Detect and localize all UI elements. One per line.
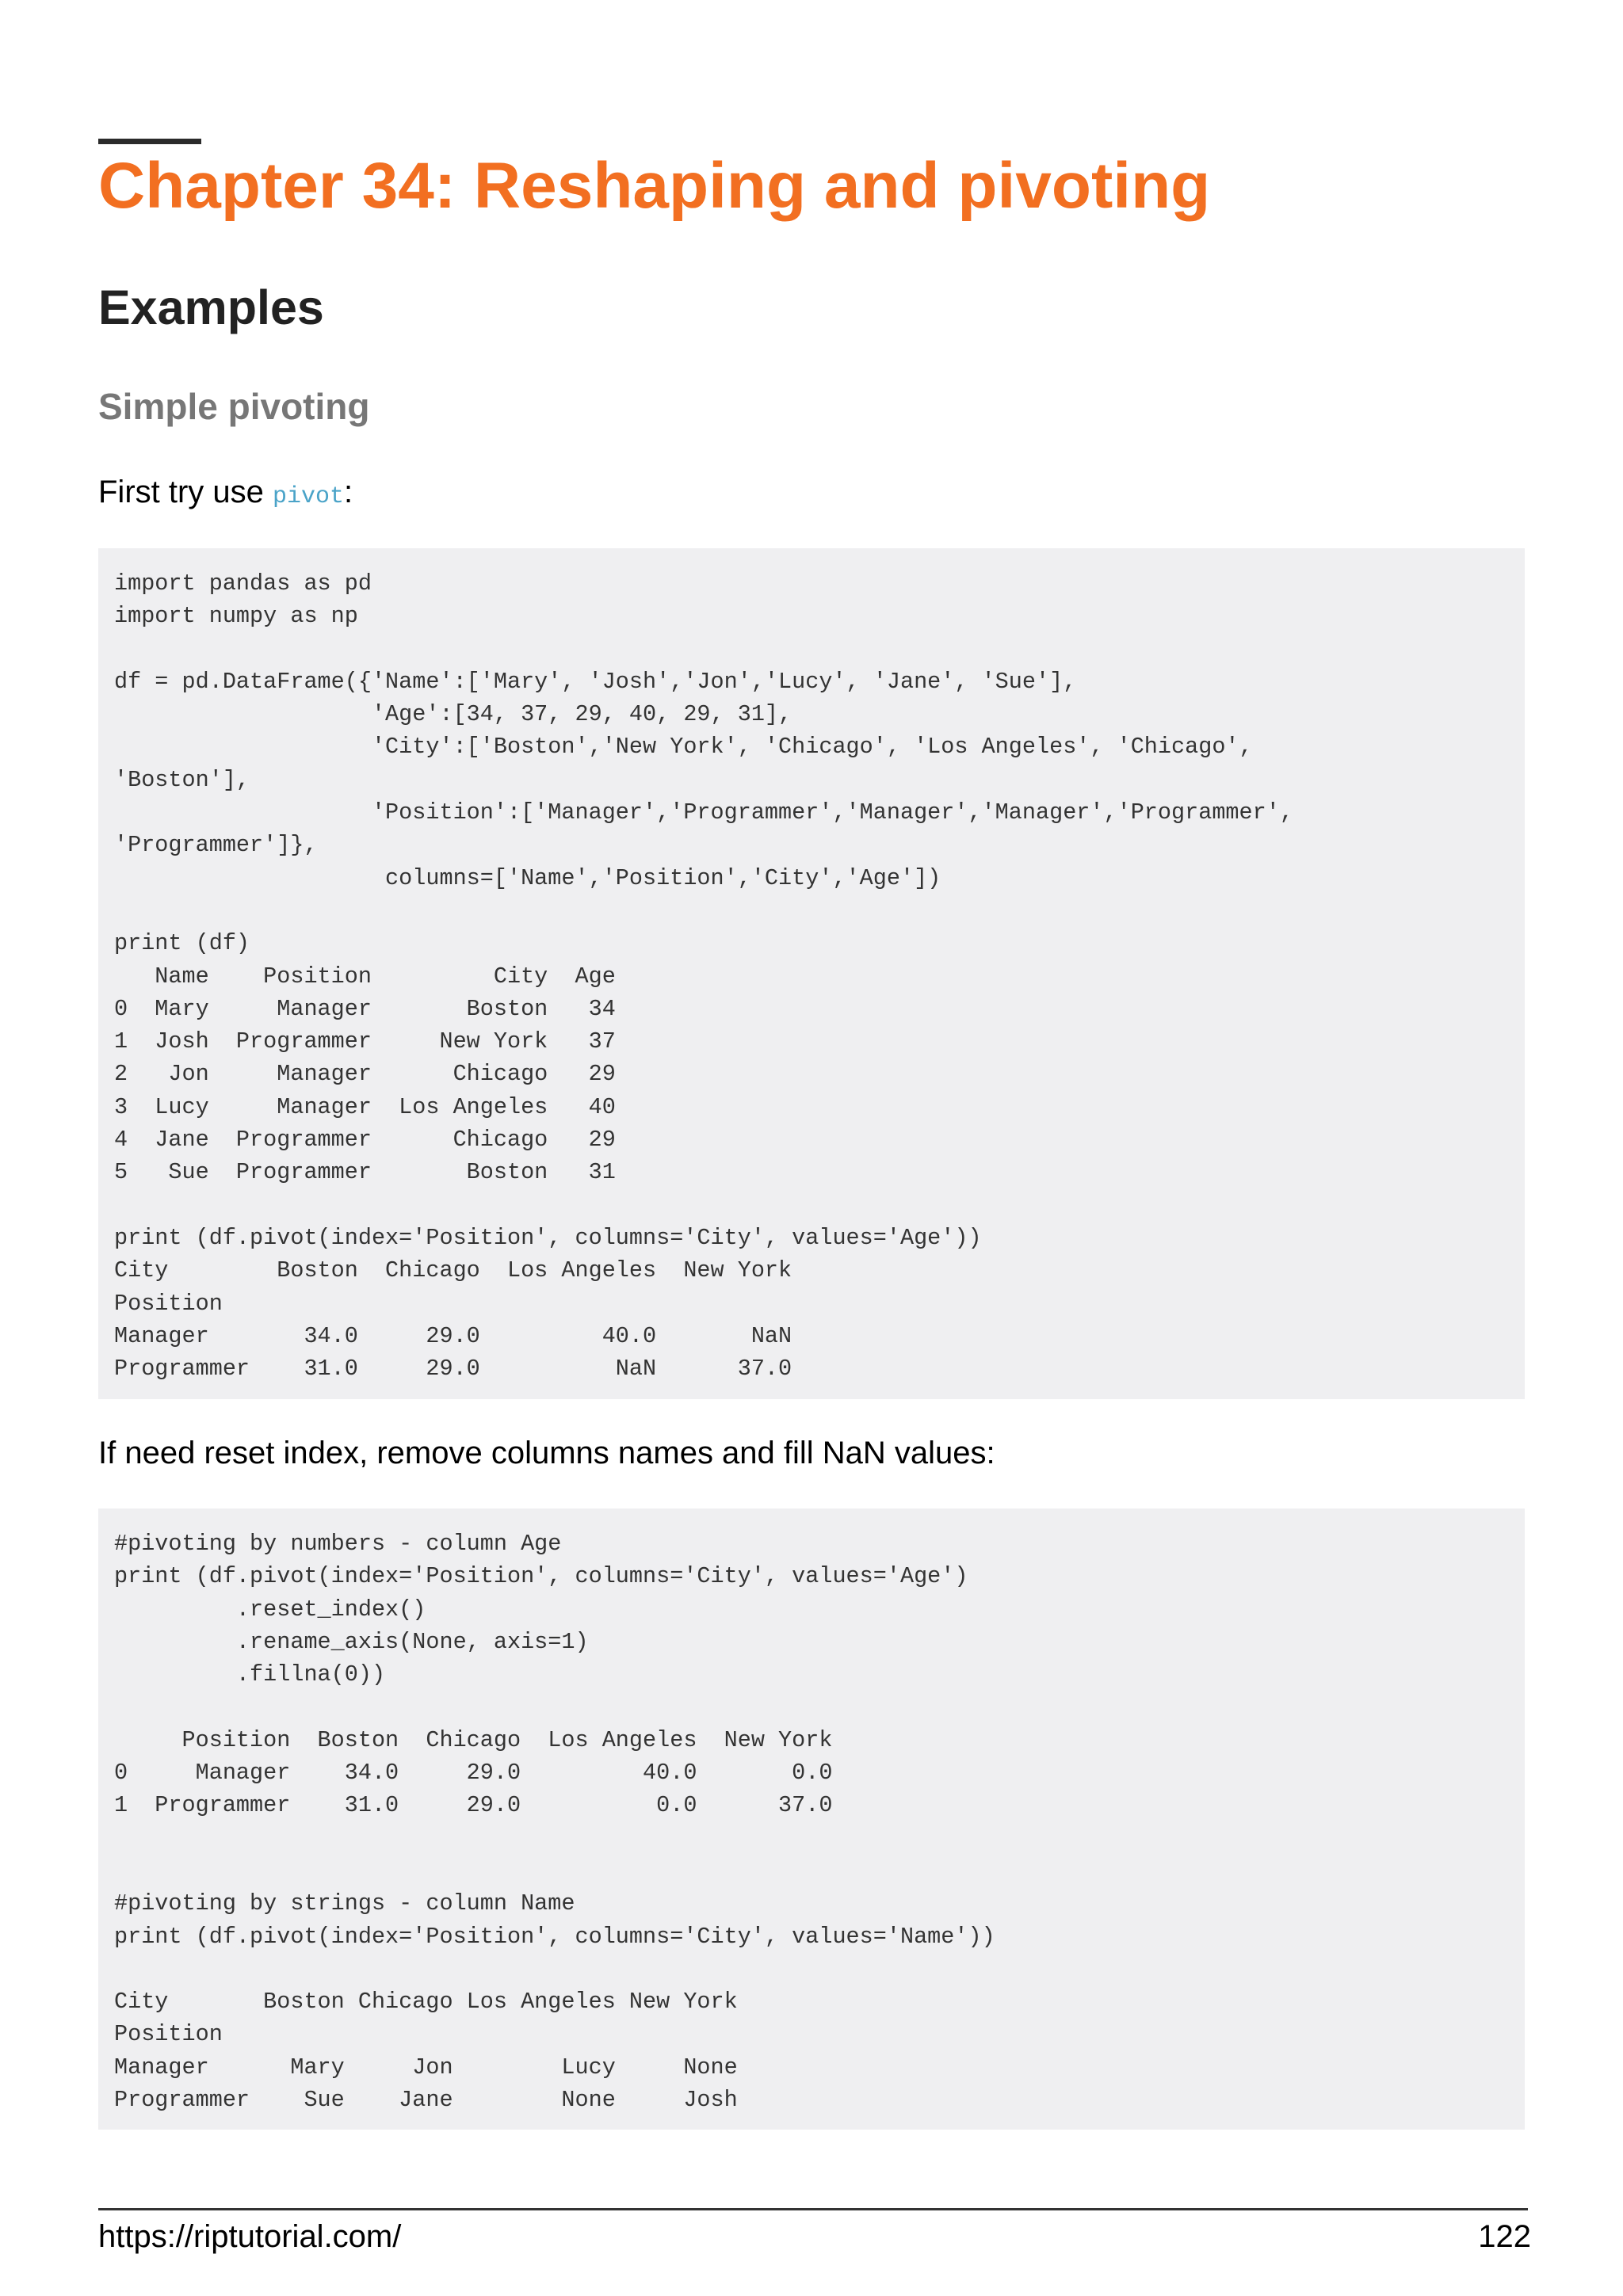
code-block-pivot-example [98,548,1525,1399]
code-block-reset-index [98,1508,1525,2130]
code-text: #pivoting by numbers - column Age print (df.pivot(index='Position', columns='City', values='Age') .reset_index() .rename_axis(None, axis=1) .fillna(0)) Position Boston Chicago Los Angeles New York 0 Manager 34.0 29.0 40.0 0.0 1 Programmer 31.0 29.0 0.0 37.0 #pivoting by strings - column Name print (df.pivot(index='Position', columns='City', values='Name')) City Boston Chicago Los Angeles New York Position Manager Mary Jon Lucy None Programmer Sue Jane None Josh [114,1531,995,2114]
chapter-title: Chapter 34: Reshaping and pivoting [98,150,1211,222]
section-title: Examples [98,280,324,334]
footer-divider [98,2208,1528,2210]
intro-colon: : [344,475,353,509]
intro-paragraph [98,471,353,517]
chapter-heading-rule [98,139,201,144]
footer-url: https://riptutorial.com/ [98,2219,402,2254]
reset-index-paragraph: If need reset index, remove columns names and fill NaN values: [98,1436,995,1470]
subsection-title: Simple pivoting [98,386,370,427]
intro-text: First try use [98,475,273,509]
page-number: 122 [1478,2219,1531,2254]
code-text: import pandas as pd import numpy as np df = pd.DataFrame({'Name':['Mary', 'Josh','Jon','Lucy', 'Jane', 'Sue'], 'Age':[34, 37, 29, 40, 29, 31], 'City':['Boston','New York', 'Chicago', 'Los Angeles', 'Chicago', 'Boston'], 'Position':['Manager','Programmer','Manager','Manager','Programmer', 'Programmer']}, columns=['Name','Position','City','Age']) print (df) Name Position City Age 0 Mary Manager Boston 34 1 Josh Programmer New York 37 2 Jon Manager Chicago 29 3 Lucy Manager Los Angeles 40 4 Jane Programmer Chicago 29 5 Sue Programmer Boston 31 print (df.pivot(index='Position', columns='City', values='Age')) City Boston Chicago Los Angeles New York Position Manager 34.0 29.0 40.0 NaN Programmer 31.0 29.0 NaN 37.0 [114,570,1293,1383]
pivot-inline-code: pivot [273,483,345,510]
